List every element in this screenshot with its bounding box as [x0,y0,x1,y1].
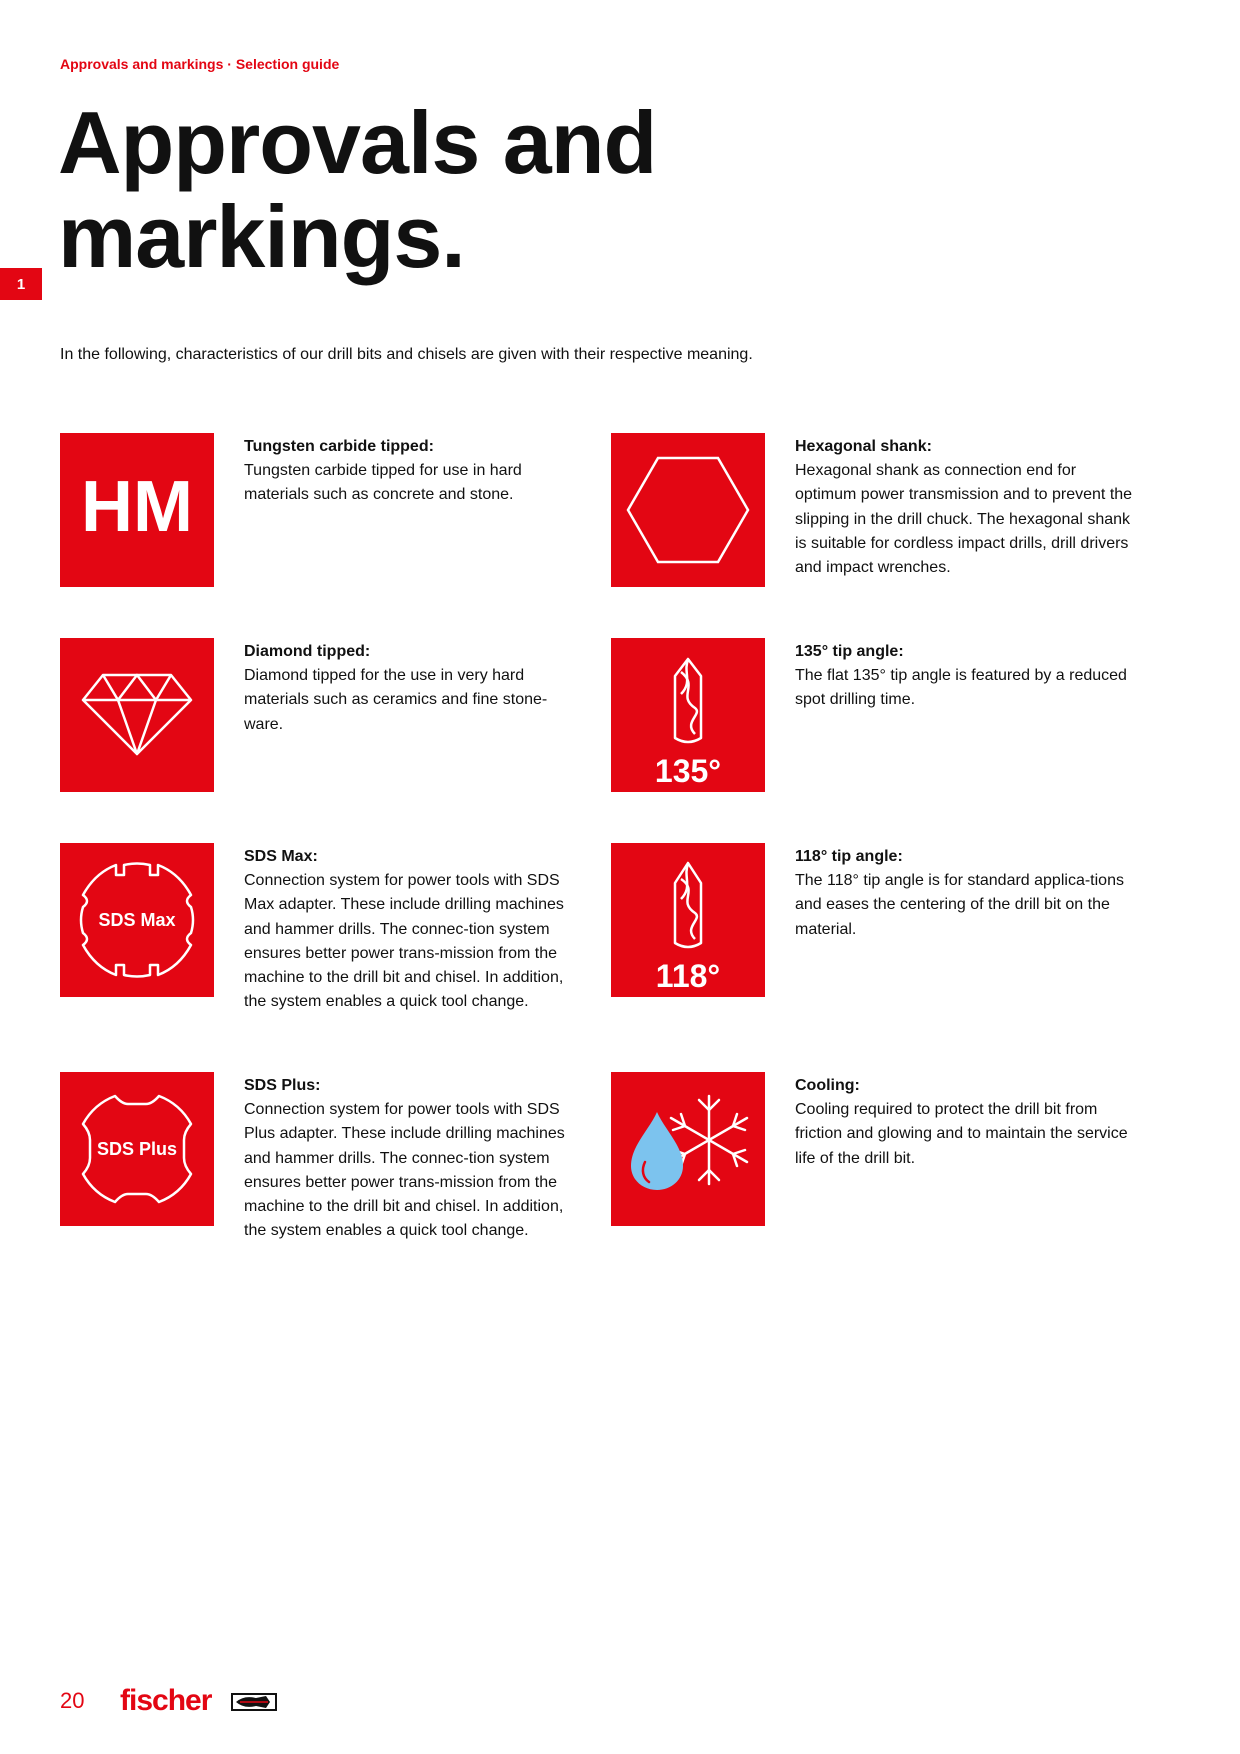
drill-bit-135-icon [611,638,765,792]
logo-text: fischer [120,1684,212,1717]
tip-angle-label: 135° [654,753,722,789]
marking-tungsten-carbide [60,433,600,633]
marking-description: Cooling required to protect the drill bit from friction and glowing and to maintain the service life of the drill bit. [795,1101,1128,1167]
hm-icon-label: HM [81,467,193,547]
marking-title: Tungsten carbide tipped: [244,438,434,455]
marking-title: 118° tip angle: [795,848,903,865]
intro-text: In the following, characteristics of our drill bits and chisels are given with their respective meaning. [60,346,753,363]
marking-diamond-tipped [60,638,600,838]
fischer-fish-logo-icon [232,1694,276,1710]
marking-sds-max [60,843,600,1043]
marking-hexagonal-shank [611,433,1151,633]
marking-description: Connection system for power tools with SDS Plus adapter. These include drilling machines and hammer drills. The connec-tion system ensures better power trans-mission from the machine to the drill bit and chisel. In addition, the system enables a quick tool change. [244,1101,565,1240]
marking-description: Diamond tipped for the use in very hard materials such as ceramics and fine stone-ware. [244,667,548,733]
sds-plus-label: SDS Plus [96,1139,178,1159]
marking-description: The flat 135° tip angle is featured by a reduced spot drilling time. [795,667,1127,709]
page-title: Approvals and markings. [58,93,657,286]
marking-title: Hexagonal shank: [795,438,932,455]
marking-description: Hexagonal shank as connection end for optimum power transmission and to prevent the slipping in the drill chuck. The hexagonal shank is suitable for cordless impact drills, drill drivers and impact wrenches. [795,462,1133,577]
marking-title: SDS Max: [244,848,318,865]
sds-max-label: SDS Max [98,910,176,930]
drill-bit-118-icon [611,843,765,997]
marking-cooling [611,1072,1151,1272]
marking-sds-plus [60,1072,600,1272]
breadcrumb: Approvals and markings · Selection guide [60,56,340,72]
marking-description: Tungsten carbide tipped for use in hard materials such as concrete and stone. [244,462,522,504]
marking-description: Connection system for power tools with SDS Max adapter. These include drilling machines and hammer drills. The connec-tion system ensures better power trans-mission from the machine to the drill bit and chisel. In addition, the system enables a quick tool change. [244,872,564,1011]
marking-title: 135° tip angle: [795,643,904,660]
marking-title: Cooling: [795,1077,860,1094]
marking-title: Diamond tipped: [244,643,371,660]
chapter-tab: 1 [0,268,42,300]
sds-plus-icon [60,1072,214,1226]
cooling-icon [611,1072,765,1226]
hm-icon [60,433,214,587]
diamond-icon [60,638,214,792]
fischer-logo [120,1680,280,1725]
water-drop-icon [631,1112,683,1190]
tip-angle-label: 118° [655,958,721,994]
marking-title: SDS Plus: [244,1077,321,1094]
sds-max-icon [60,843,214,997]
marking-118-tip-angle [611,843,1151,1043]
marking-description: The 118° tip angle is for standard applica-tions and eases the centering of the drill bit on the material. [795,872,1124,938]
marking-135-tip-angle [611,638,1151,838]
page-number: 20 [60,1688,85,1713]
hexagon-icon [611,433,765,587]
